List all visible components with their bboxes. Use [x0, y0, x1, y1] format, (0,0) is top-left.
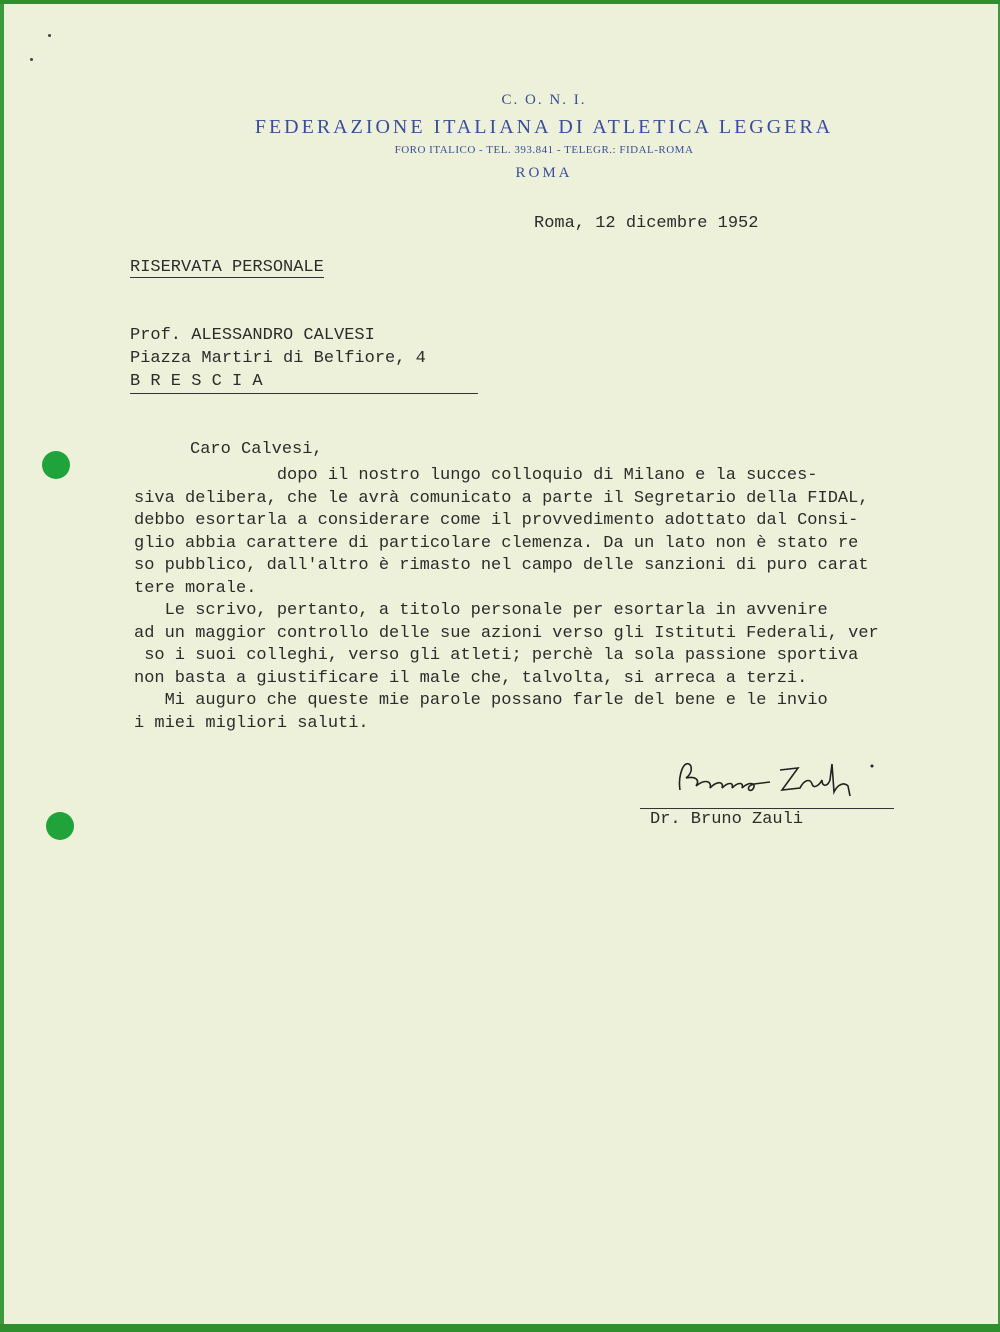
- letter-date: Roma, 12 dicembre 1952: [534, 214, 759, 233]
- body-line: ad un maggior controllo delle sue azioni verso gli Istituti Federali, ver: [134, 623, 879, 643]
- signatory-name: Dr. Bruno Zauli: [650, 810, 804, 829]
- handwritten-signature: [672, 756, 892, 802]
- signature-line: [640, 808, 894, 809]
- body-line: Le scrivo, pertanto, a titolo personale per esortarla in avvenire: [134, 601, 828, 620]
- body-line: tere morale.: [134, 578, 257, 598]
- body-line: debbo esortarla a considerare come il provvedimento adottato dal Consi-: [134, 511, 859, 530]
- body-line: glio abbia carattere di particolare clemenza. Da un lato non è stato re: [134, 533, 859, 553]
- punch-hole: [42, 451, 70, 479]
- body-line: siva delibera, che le avrà comunicato a parte il Segretario della FIDAL,: [134, 488, 869, 508]
- letterhead-city: ROMA: [515, 165, 573, 181]
- recipient-city: B R E S C I A: [130, 372, 263, 391]
- ink-speck: [30, 58, 33, 61]
- body-line: Mi auguro che queste mie parole possano farle del bene e le invio: [134, 691, 828, 710]
- body-line: i miei migliori saluti.: [134, 713, 369, 733]
- recipient-name: Prof. ALESSANDRO CALVESI: [130, 326, 375, 345]
- letterhead-federation: FEDERAZIONE ITALIANA DI ATLETICA LEGGERA: [254, 116, 834, 138]
- recipient-underline: [130, 393, 478, 394]
- letterhead-address: FORO ITALICO - TEL. 393.841 - TELEGR.: FIDAL-ROMA: [394, 144, 694, 156]
- ink-speck: [48, 34, 51, 37]
- letter-page: [4, 4, 998, 1324]
- body-line: so i suoi colleghi, verso gli atleti; perchè la sola passione sportiva: [134, 646, 859, 665]
- body-line: non basta a giustificare il male che, talvolta, si arreca a terzi.: [134, 668, 808, 688]
- confidential-label: RISERVATA PERSONALE: [130, 258, 324, 277]
- frame-bottom-edge: [0, 1324, 1000, 1332]
- letterhead-org: C. O. N. I.: [501, 92, 587, 108]
- recipient-street: Piazza Martiri di Belfiore, 4: [130, 349, 426, 368]
- letter-body: [134, 465, 994, 735]
- punch-hole: [46, 812, 74, 840]
- body-line: so pubblico, dall'altro è rimasto nel campo delle sanzioni di puro carat: [134, 556, 869, 575]
- body-line: dopo il nostro lungo colloquio di Milano e la succes-: [134, 466, 818, 485]
- greeting: Caro Calvesi,: [190, 440, 323, 459]
